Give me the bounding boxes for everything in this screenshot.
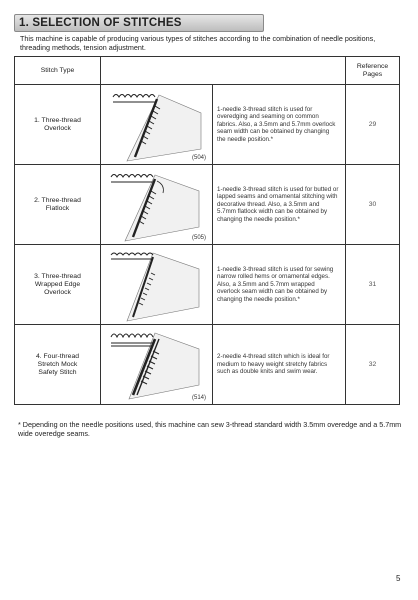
stitch-type-line: Wrapped Edge [34, 280, 81, 288]
stitch-type-cell [15, 85, 101, 165]
stitch-type-cell [15, 165, 101, 245]
stitch-type-line: 2. Three-thread [34, 196, 81, 204]
stitch-type-line: Safety Stitch [38, 368, 77, 376]
table-header-row [15, 57, 400, 85]
stitch-diagram-cell [101, 325, 213, 405]
reference-page: 30 [346, 165, 400, 245]
stitch-type-line: 3. Three-thread [34, 272, 81, 280]
table-row [15, 245, 400, 325]
page-number: 5 [396, 574, 401, 583]
intro-text: This machine is capable of producing various types of stitches according to the combination of needle positions, threading methods, tension adjustment. [20, 34, 376, 52]
stitch-type-line: Overlock [44, 124, 71, 132]
stitch-type-cell [15, 245, 101, 325]
stitch-type-line: Flatlock [45, 204, 70, 212]
stitch-code: (514) [191, 394, 206, 401]
mock-safety-stitch-diagram-icon [101, 325, 213, 405]
table-row [15, 325, 400, 405]
header-reference-pages: Reference Pages [346, 57, 400, 85]
stitch-diagram-cell [101, 85, 213, 165]
wrapped-edge-stitch-diagram-icon [101, 245, 213, 325]
stitch-type-line: Stretch Mock [37, 360, 78, 368]
header-stitch-type: Stitch Type [15, 57, 101, 85]
reference-page: 29 [346, 85, 400, 165]
header-blank [101, 57, 346, 85]
table-row [15, 85, 400, 165]
overlock-stitch-diagram-icon [101, 85, 213, 165]
stitch-description: 1-needle 3-thread stitch is used for overedging and seaming on common fabrics. Also, a 3.5mm and 5.7mm overlock seam width can be obtained by changing the needle position.* [213, 85, 346, 165]
flatlock-stitch-diagram-icon [101, 165, 213, 245]
footnote: * Depending on the needle positions used, this machine can sew 3-thread standard width 3.5mm overedge and a 5.7mm wide overedge seams. [18, 420, 402, 438]
reference-page: 31 [346, 245, 400, 325]
stitch-code: (505) [191, 234, 206, 241]
stitch-diagram-cell [101, 245, 213, 325]
stitch-type-cell [15, 325, 101, 405]
stitch-type-line: 4. Four-thread [35, 352, 80, 360]
stitch-type-line: 1. Three-thread [34, 116, 81, 124]
stitch-description: 2-needle 4-thread stitch which is ideal for medium to heavy weight stretchy fabrics such as double knits and swim wear. [213, 325, 346, 405]
reference-page: 32 [346, 325, 400, 405]
stitch-diagram-cell [101, 165, 213, 245]
stitch-code: (504) [191, 154, 206, 161]
stitch-type-line: Overlock [44, 288, 71, 296]
stitch-description: 1-needle 3-thread stitch is used for butted or lapped seams and ornamental stitching with decorative thread. Also, a 3.5mm and 5.7mm flatlock width can be obtained by changing the needle position.* [213, 165, 346, 245]
stitch-table [14, 56, 400, 405]
section-title: 1. SELECTION OF STITCHES [14, 14, 264, 32]
table-row [15, 165, 400, 245]
stitch-description: 1-needle 3-thread stitch is used for sewing narrow rolled hems or ornamental edges. Also, a 3.5mm and 5.7mm wrapped overlock seam width can be obtained by changing the needle position.* [213, 245, 346, 325]
